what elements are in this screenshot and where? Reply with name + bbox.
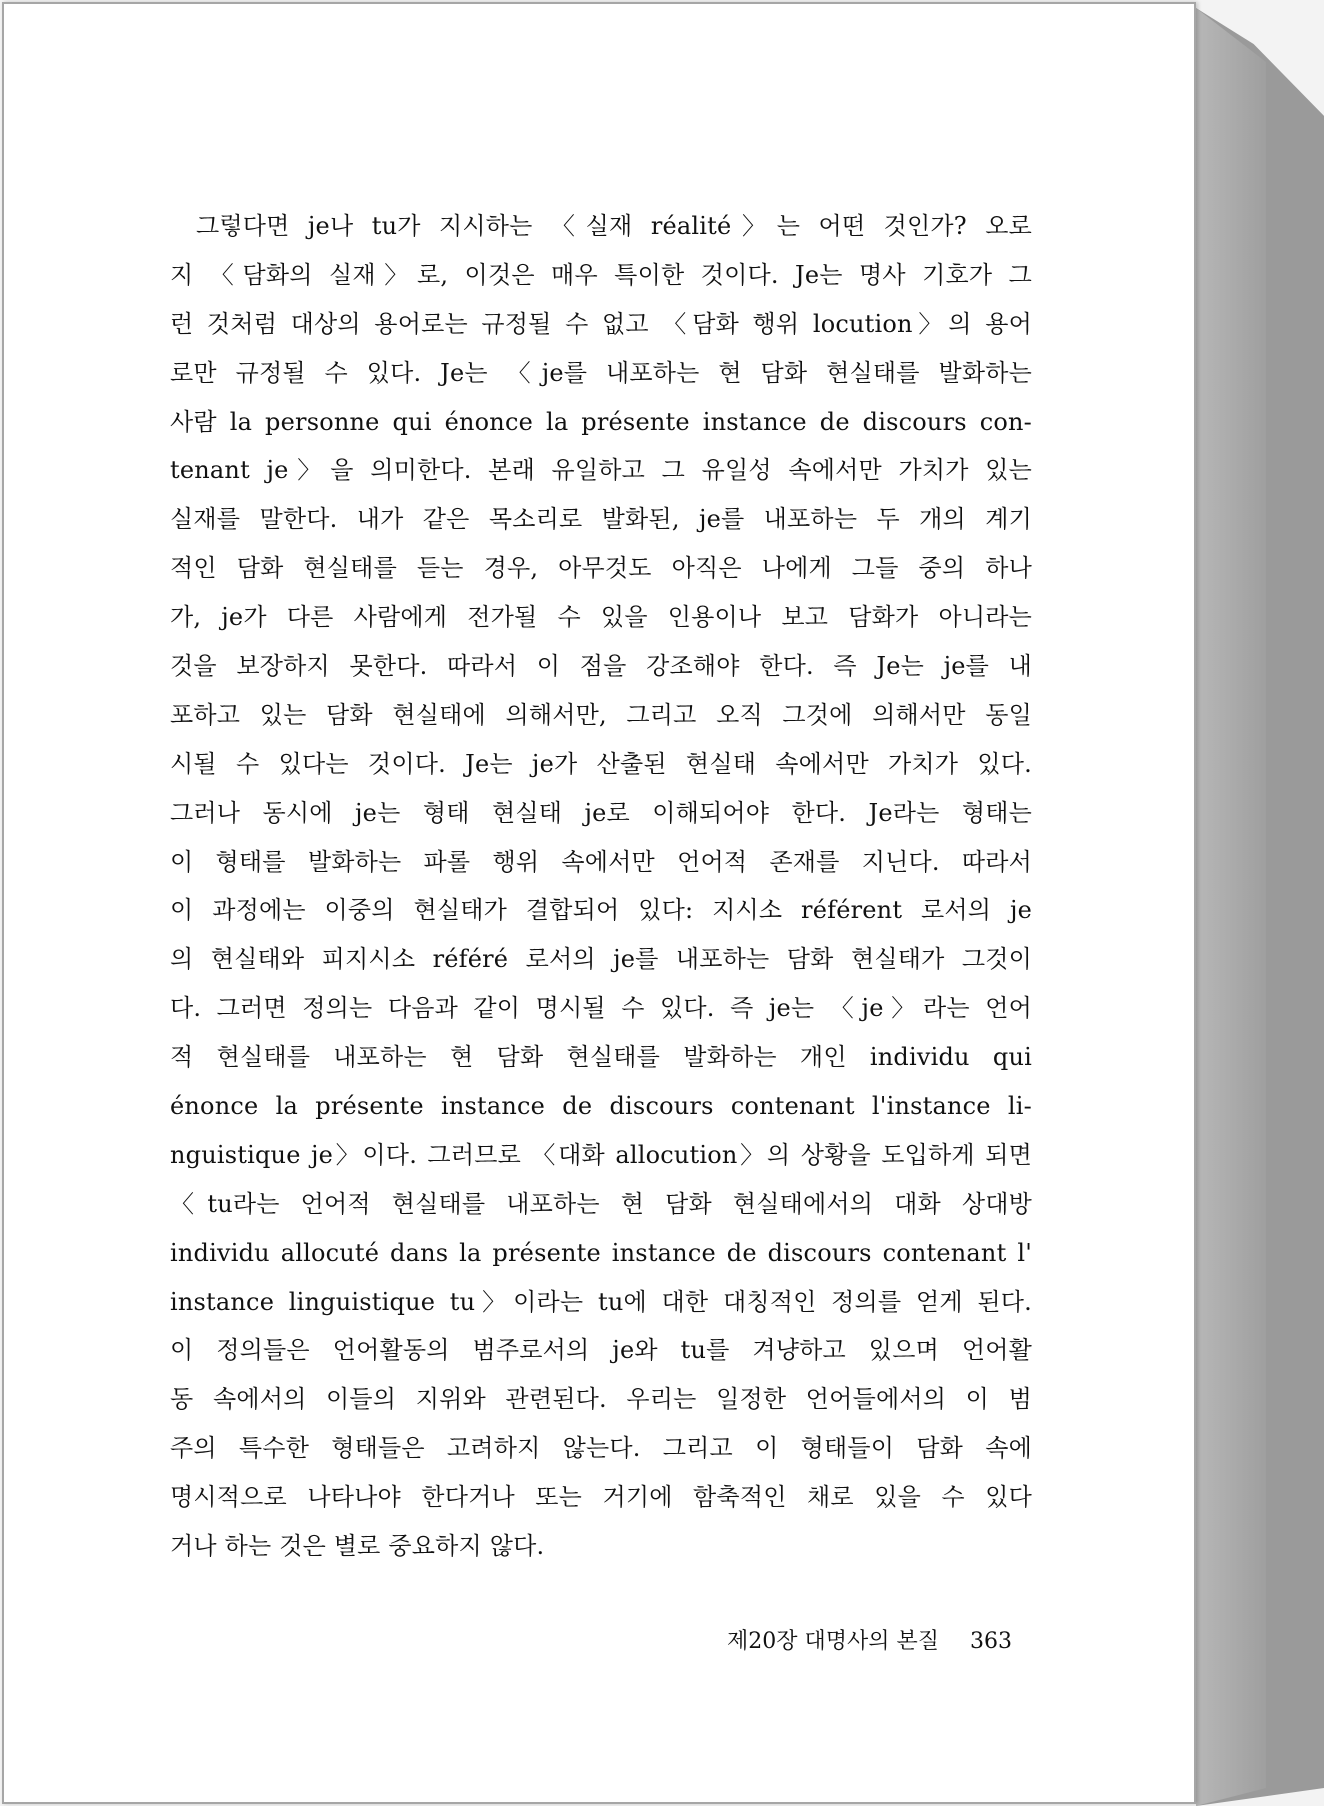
text-line: 적 현실태를 내포하는 현 담화 현실태를 발화하는 개인 individu qui [170, 1043, 1032, 1072]
text-line: nguistique je〉이다. 그러므로 〈대화 allocution〉의 상황을 도입하게 되면 [170, 1140, 1032, 1169]
body-text [170, 202, 1032, 1571]
text-line: individu allocuté dans la présente instance de discours contenant l' [170, 1238, 1032, 1267]
text-line: 그렇다면 je나 tu가 지시하는 〈실재 réalité〉는 어떤 것인가? 오로 [196, 212, 1032, 240]
text-line: instance linguistique tu〉이라는 tu에 대한 대칭적인 정의를 얻게 된다. [170, 1287, 1032, 1316]
text-line: 동 속에서의 이들의 지위와 관련된다. 우리는 일정한 언어들에서의 이 범 [170, 1385, 1032, 1414]
text-line: 주의 특수한 형태들은 고려하지 않는다. 그리고 이 형태들이 담화 속에 [170, 1434, 1032, 1463]
text-line: 이 형태를 발화하는 파롤 행위 속에서만 언어적 존재를 지닌다. 따라서 [170, 847, 1032, 876]
text-line: 그러나 동시에 je는 형태 현실태 je로 이해되어야 한다. Je라는 형태는 [170, 798, 1032, 827]
page-number: 363 [970, 1629, 1012, 1654]
text-line: 로만 규정될 수 있다. Je는 〈je를 내포하는 현 담화 현실태를 발화하는 [170, 358, 1032, 387]
text-line: 이 정의들은 언어활동의 범주로서의 je와 tu를 겨냥하고 있으며 언어활 [170, 1336, 1032, 1365]
text-line: 사람 la personne qui énonce la présente instance de discours con- [170, 407, 1032, 436]
text-line: 적인 담화 현실태를 듣는 경우, 아무것도 아직은 나에게 그들 중의 하나 [170, 554, 1032, 583]
text-line: 지 〈담화의 실재〉로, 이것은 매우 특이한 것이다. Je는 명사 기호가 그 [170, 260, 1032, 289]
text-line: 이 과정에는 이중의 현실태가 결합되어 있다: 지시소 référent 로서의 je [170, 896, 1032, 925]
text-line: 의 현실태와 피지시소 référé 로서의 je를 내포하는 담화 현실태가 그것이 [170, 945, 1032, 974]
text-line: 런 것처럼 대상의 용어로는 규정될 수 없고 〈담화 행위 locution〉의 용어 [170, 309, 1032, 338]
text-line: 가, je가 다른 사람에게 전가될 수 있을 인용이나 보고 담화가 아니라는 [170, 603, 1032, 632]
text-line: 〈tu라는 언어적 현실태를 내포하는 현 담화 현실태에서의 대화 상대방 [170, 1189, 1032, 1218]
text-line: tenant je〉을 의미한다. 본래 유일하고 그 유일성 속에서만 가치가 있는 [170, 456, 1032, 485]
text-line: 명시적으로 나타나야 한다거나 또는 거기에 함축적인 채로 있을 수 있다 [170, 1483, 1032, 1512]
book-page [2, 2, 1196, 1804]
text-line: 것을 보장하지 못한다. 따라서 이 점을 강조해야 한다. 즉 Je는 je를 내 [170, 652, 1032, 681]
page-footer [727, 1624, 1012, 1655]
text-line: 다. 그러면 정의는 다음과 같이 명시될 수 있다. 즉 je는 〈je〉라는 언어 [170, 994, 1032, 1023]
text-line: 포하고 있는 담화 현실태에 의해서만, 그리고 오직 그것에 의해서만 동일 [170, 700, 1032, 729]
page-stack-shade [1196, 8, 1266, 1806]
text-line: 시될 수 있다는 것이다. Je는 je가 산출된 현실태 속에서만 가치가 있다. [170, 749, 1032, 778]
running-head: 제20장 대명사의 본질 [727, 1629, 939, 1654]
text-line: 거나 하는 것은 별로 중요하지 않다. [170, 1532, 545, 1561]
text-line: 실재를 말한다. 내가 같은 목소리로 발화된, je를 내포하는 두 개의 계기 [170, 505, 1032, 534]
text-line: énonce la présente instance de discours contenant l'instance li- [170, 1092, 1032, 1121]
